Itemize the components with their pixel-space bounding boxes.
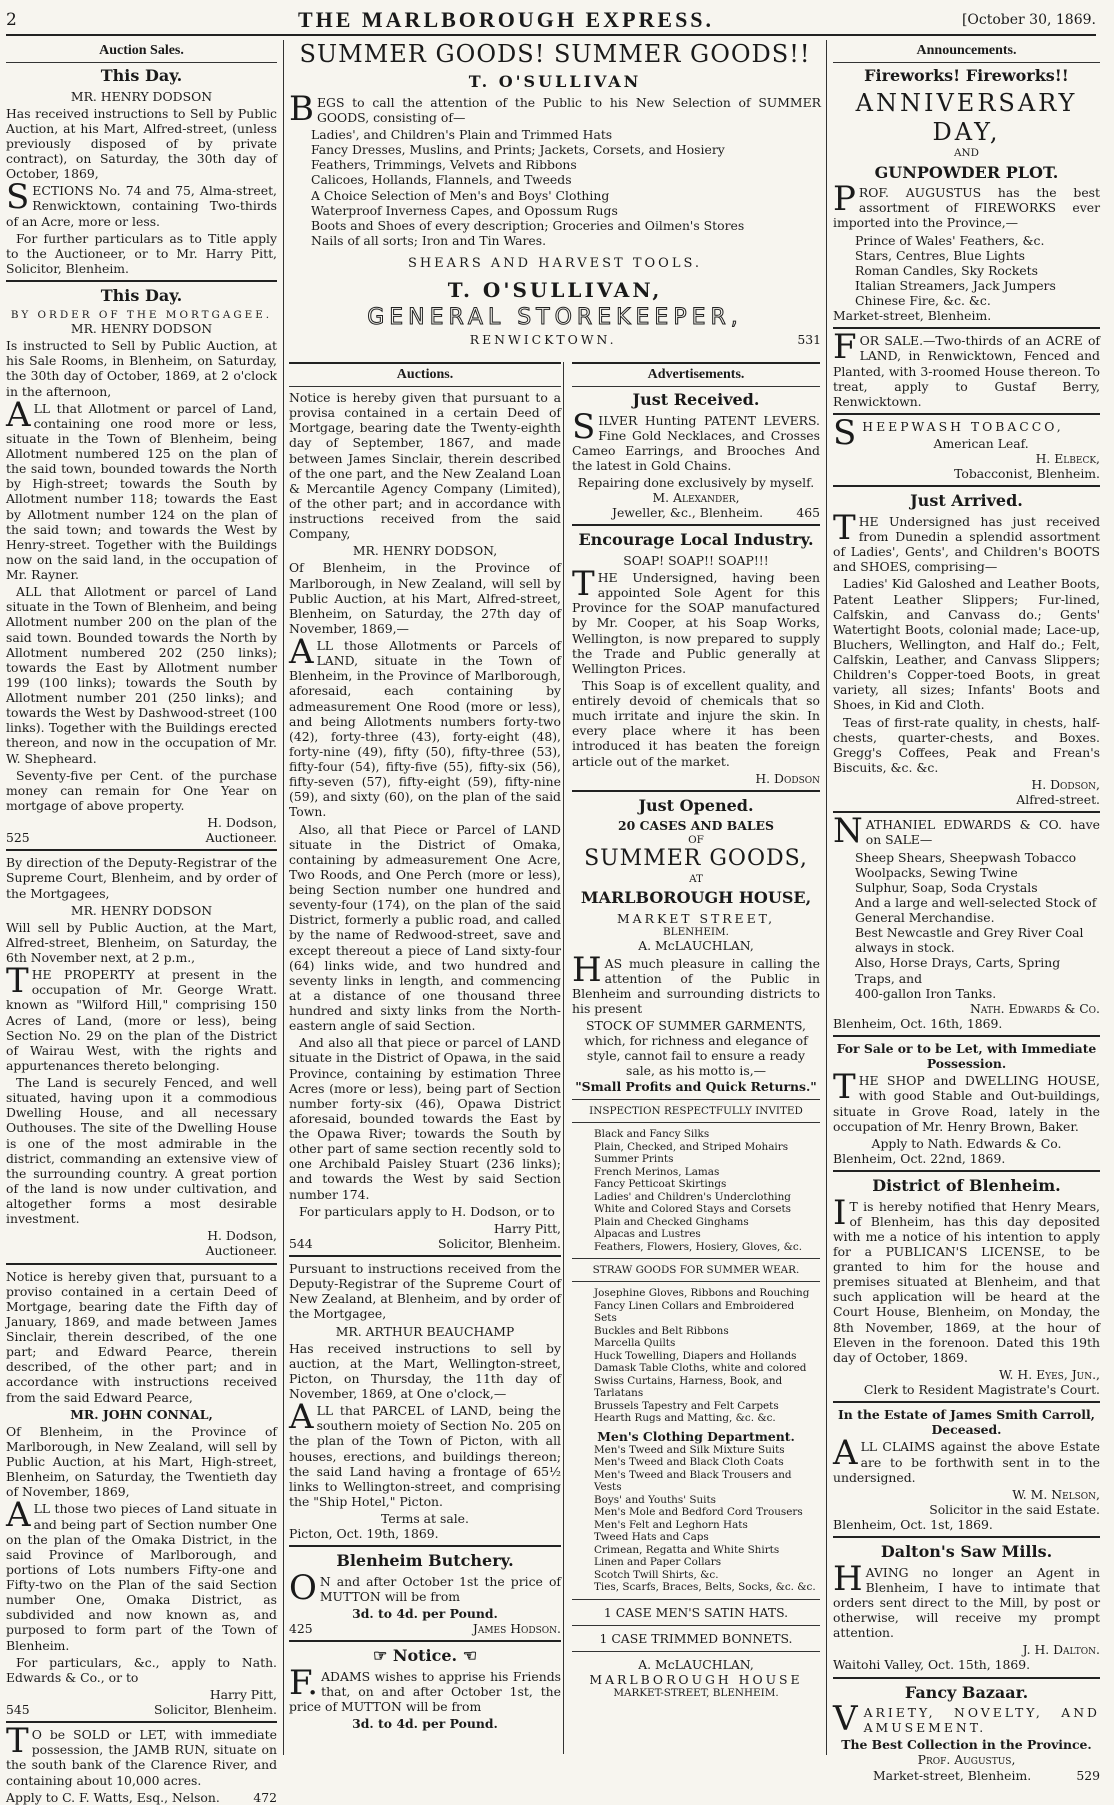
- list-item: Summer Prints: [594, 1153, 674, 1166]
- ad-date: Waitohi Valley, Oct. 15th, 1869.: [833, 1657, 1031, 1673]
- price-line: 3d. to 4d. per Pound.: [352, 1716, 498, 1732]
- masthead: [6, 6, 1096, 36]
- ad-signature: Harry Pitt,: [209, 1686, 277, 1702]
- list-item: Waterproof Inverness Capes, and Opossum Rugs: [311, 202, 618, 218]
- ad-subtitle: 20 CASES AND BALES: [618, 818, 774, 834]
- ad-text: American Leaf.: [933, 436, 1029, 451]
- ad-text: Pursuant to instructions received from the Deputy-Registrar of the Supreme Court of New Zealand, at Blenheim, and by order of the Mortgagee,: [289, 1261, 561, 1322]
- list-item: Josephine Gloves, Ribbons and Rouching: [594, 1287, 810, 1300]
- list-item: Fancy Petticoat Skirtings: [594, 1178, 727, 1191]
- list-item: Black and Fancy Silks: [594, 1128, 710, 1141]
- list-item: Huck Towelling, Diapers and Hollands: [594, 1349, 797, 1362]
- ad-connector: AND: [954, 147, 979, 160]
- ad-address: Market-street, Blenheim.: [833, 308, 992, 324]
- hand-pointer-icon: ☜: [457, 1646, 478, 1666]
- ad-text: Notice is hereby given that, pursuant to a proviso contained in a certain Deed of Mortgage, bearing date the Fifth day of January, 1869, and made between James Sinclair, therein described, of the one part; and Edward Pearce, therein described, of the other part; and in accordance with instructions received from the said Edward Pearce,: [6, 1268, 277, 1405]
- list-item: Feathers, Flowers, Hosiery, Gloves, &c.: [594, 1240, 803, 1253]
- list-item: Alpacas and Lustres: [594, 1228, 701, 1241]
- list-item: Plain, Checked, and Striped Mohairs: [594, 1140, 789, 1153]
- ad-text: ON and after October 1st the price of MUTTON will be from: [289, 1567, 561, 1608]
- ad-number: 529: [1076, 1767, 1100, 1783]
- ad-number: 525: [6, 830, 30, 846]
- ad-signature: Tobacconist, Blenheim.: [954, 466, 1100, 482]
- ad-contact: Apply to C. F. Watts, Esq., Nelson.: [6, 1789, 220, 1805]
- auctioneer-name: MR. HENRY DODSON: [70, 321, 213, 337]
- ad-text: ALL those two pieces of Land situate in and being part of Section number One on the plan of the Omaka District, in the said Province of Marlborough, and portions of Lots numbers Fifty-one and Fifty-two on the Plan of the said Section number One, Omaka District, as subdivided and now known as, and purposed to form part of the Town of Blenheim.: [6, 1495, 277, 1653]
- list-item: Tweed Hats and Caps: [594, 1531, 709, 1544]
- ad-text: HAVING no longer an Agent in Blenheim, I have to intimate that orders sent direct to the Mill, by post or otherwise, will receive my prompt attention.: [833, 1558, 1100, 1641]
- ad-text: Will sell by Public Auction, at the Mart, Alfred-street, Blenheim, on Saturday, the 6th November next, at 2 p.m.,: [6, 919, 277, 966]
- ad-headline: GUNPOWDER PLOT.: [874, 162, 1059, 182]
- ad-signature: Clerk to Resident Magistrate's Court.: [863, 1382, 1100, 1398]
- list-item: Ladies', and Children's Plain and Trimmed Hats: [311, 127, 613, 143]
- ad-text: FOR SALE.—Two-thirds of an ACRE of LAND, in Renwicktown, Fenced and Planted, with 3-roomed House thereon. To treat, apply to Gustaf Berry, Renwicktown.: [833, 327, 1100, 409]
- ad-signature: H. Dodson: [755, 770, 820, 786]
- column-announcements: [826, 40, 1100, 1783]
- ad-signature: M. Alexander,: [652, 490, 740, 506]
- ad-number: 472: [253, 1789, 277, 1805]
- ad-title: Just Opened.: [638, 795, 754, 815]
- ad-text: Repairing done exclusively by myself.: [577, 475, 815, 491]
- ad-number: 465: [796, 505, 820, 521]
- ad-text: ALL those Allotments or Parcels of LAND, situate in the Town of Blenheim, in the Province of Marlborough, aforesaid, each containing by admeasurement One Rood (more or less), and being Allotments numbers forty-two (42), forty-three (43), forty-eight (48), forty-nine (49), fifty (50), fifty-three (53), fifty-four (54), fifty-five (55), fifty-six (56), fifty-seven (57), fifty-eight (59), fifty-nine (59), and sixty (60), on the plan of the said Town.: [289, 632, 561, 820]
- list-item: Prince of Wales' Feathers, &c.: [855, 232, 1045, 248]
- list-item: Men's Tweed and Silk Mixture Suits: [594, 1443, 785, 1456]
- ad-title: Just Arrived.: [910, 491, 1023, 511]
- ad-title: This Day.: [100, 66, 183, 86]
- ad-signature: James Hodson.: [472, 1621, 561, 1637]
- section-heading: Announcements.: [833, 40, 1100, 63]
- ad-text: Notice is hereby given that pursuant to a provisa contained in a certain Deed of Mortgage, bearing date the Twenty-eighth day of September, 1867, and made between James Sinclair, therein described of the one part, and the New Zealand Loan & Mercantile Agency Company (Limited), of the other part; and in accordance with instructions received from the said Company,: [289, 390, 561, 542]
- list-item: Brussels Tapestry and Felt Carpets: [594, 1399, 779, 1412]
- ad-subtitle: INSPECTION RESPECTFULLY INVITED: [589, 1104, 803, 1117]
- ad-text: Seventy-five per Cent. of the purchase money can remain for One Year on mortgage of above property.: [6, 767, 277, 813]
- list-item: Ties, Scarfs, Braces, Belts, Socks, &c. &c.: [594, 1581, 816, 1594]
- list-item: Damask Table Cloths, white and colored: [594, 1362, 807, 1375]
- ad-headline: SUMMER GOODS,: [584, 845, 808, 871]
- list-item: Feathers, Trimmings, Velvets and Ribbons: [311, 157, 577, 173]
- ad-text: This Soap is of excellent quality, and entirely devoid of chemicals that so much irritate and injure the skin. In every place where it has been introduced it has beaten the foreign article out of the market.: [572, 677, 820, 769]
- ad-title: [289, 1646, 561, 1666]
- ad-subtitle: BY ORDER OF THE MORTGAGEE.: [10, 308, 273, 321]
- ad-text: BEGS to call the attention of the Public to his New Selection of SUMMER GOODS, consisting of—: [289, 88, 821, 129]
- list-item: Boots and Shoes of every description; Groceries and Oilmen's Stores: [311, 217, 745, 233]
- list-item: Stars, Centres, Blue Lights: [855, 247, 1026, 263]
- column-divider: [563, 362, 564, 1754]
- list-item: Calicoes, Hollands, Flannels, and Tweeds: [311, 172, 572, 188]
- goods-list: [572, 1128, 820, 1253]
- shears-line: SHEARS AND HARVEST TOOLS.: [407, 256, 703, 272]
- ad-text: Apply to Nath. Edwards & Co.: [871, 1135, 1062, 1151]
- ad-text: SHEEPWASH TOBACCO,: [833, 412, 1064, 453]
- ad-headline: SUMMER GOODS! SUMMER GOODS!!: [299, 40, 811, 68]
- ad-text: Of Blenheim, in the Province of Marlborough, in New Zealand, will sell by Public Auction, at his Mart, High-street, Blenheim, on Saturday, the Twentieth day of November, 1869,: [6, 1423, 277, 1500]
- ad-text: Teas of first-rate quality, in chests, half-chests, quarter-chests, and Boxes. Gregg's Coffees, Peak and Frean's Biscuits, &c. &c.: [833, 714, 1100, 775]
- merchant-name: T. O'SULLIVAN,: [447, 277, 663, 302]
- merchant-name: T. O'SULLIVAN: [468, 72, 642, 92]
- ad-signature: H. Elbeck,: [1035, 451, 1100, 467]
- ad-title: Fancy Bazaar.: [904, 1682, 1029, 1702]
- ad-title: Just Received.: [632, 390, 760, 410]
- ad-text: IT is hereby notified that Henry Mears, of Blenheim, has this day deposited with me a notice of his intention to apply for a PUBLICAN'S LICENSE, to be granted to him for the house and premises situated at Blenheim, and that such application will be heard at the Court House, Blenheim, on Monday, the 8th November, 1869, at the hour of Eleven in the forenoon. Dated this 19th day of October, 1869.: [833, 1192, 1100, 1365]
- goods-list: [289, 127, 821, 248]
- price-line: 3d. to 4d. per Pound.: [352, 1606, 498, 1622]
- column-advertisements: [566, 362, 820, 1755]
- ad-text: THE Undersigned, having been appointed Sole Agent for this Province for the SOAP manufactured by Mr. Cooper, at his Soap Works, Wellington, is now prepared to supply the Trade and Public generally at Wellington Prices.: [572, 564, 820, 676]
- merchant-name: A. McLAUCHLAN,: [638, 938, 754, 954]
- ad-signature: Harry Pitt,: [493, 1220, 561, 1236]
- list-item: Linen and Paper Collars: [594, 1556, 722, 1569]
- ad-title: For Sale or to be Let, with Immediate Possession.: [836, 1041, 1097, 1072]
- page-number: 2: [6, 10, 17, 30]
- ad-title: Fireworks! Fireworks!!: [864, 66, 1069, 86]
- auctioneer-name: MR. ARTHUR BEAUCHAMP: [335, 1323, 515, 1339]
- ad-title: Dalton's Saw Mills.: [880, 1542, 1053, 1562]
- ad-connector: AT: [689, 872, 703, 885]
- ad-text: THE SHOP and DWELLING HOUSE, with good Stable and Out-buildings, situate in Grove Road, lately in the occupation of Mr. Henry Brown, Baker.: [833, 1067, 1100, 1134]
- ad-signature: Solicitor, Blenheim.: [154, 1702, 277, 1718]
- ad-text: F.ADAMS wishes to apprise his Friends that, on and after October 1st, the price of MUTTON will be from: [289, 1662, 561, 1715]
- ad-text: PROF. AUGUSTUS has the best assortment of FIREWORKS ever imported into the Province,—: [833, 179, 1100, 231]
- ad-subtitle: SOAP! SOAP!! SOAP!!!: [623, 552, 769, 568]
- list-item: Fancy Linen Collars and Embroidered Sets: [594, 1299, 795, 1325]
- auctioneer-name: MR. HENRY DODSON: [70, 88, 213, 104]
- ad-text: Is instructed to Sell by Public Auction, at his Sale Rooms, in Blenheim, on Saturday, the 30th day of October, 1869, at 2 o'clock in the afternoon,: [6, 338, 277, 399]
- auctioneer-name: MR. JOHN CONNAL,: [70, 1406, 213, 1422]
- ad-signature: Alfred-street.: [1016, 792, 1100, 808]
- ad-place: Picton, Oct. 19th, 1869.: [289, 1526, 439, 1542]
- ad-text: Of Blenheim, in the Province of Marlborough, in New Zealand, will sell by Public Auction, at his Mart, Alfred-street, Blenheim, on Saturday, the 27th day of November, 1869,—: [289, 560, 561, 636]
- ad-date: Blenheim, Oct. 16th, 1869.: [833, 1015, 1003, 1031]
- ad-text: SECTIONS No. 74 and 75, Alma-street, Renwicktown, containing Two-thirds of an Acre, more or less.: [6, 177, 277, 229]
- ad-address: Market-street, Blenheim.: [873, 1767, 1032, 1783]
- ad-subtitle: 1 CASE MEN'S SATIN HATS.: [603, 1604, 789, 1620]
- ad-terms: Terms at sale.: [381, 1511, 469, 1527]
- ad-signature: H. Dodson,: [1031, 777, 1100, 793]
- store-street: MARKET STREET,: [616, 910, 776, 926]
- list-item: Fancy Dresses, Muslins, and Prints; Jackets, Corsets, and Hosiery: [311, 142, 725, 158]
- ad-text: ALL that PARCEL of LAND, being the southern moiety of Section No. 205 on the plan of the Town of Picton, with all houses, erections, and buildings thereon; the said Land having a frontage of 65½ links to Wellington-street, and comprising the "Ship Hotel," Picton.: [289, 1397, 561, 1509]
- list-item: French Merinos, Lamas: [594, 1165, 720, 1178]
- goods-list: [833, 233, 1100, 309]
- goods-list: [833, 850, 1100, 1001]
- ad-headline: ANNIVERSARY DAY,: [855, 88, 1078, 146]
- town-name: RENWICKTOWN.: [469, 332, 617, 348]
- auctioneer-name: MR. HENRY DODSON,: [352, 543, 498, 559]
- list-item: Crimean, Regatta and White Shirts: [594, 1543, 780, 1556]
- merchant-name: A. McLAUCHLAN,: [638, 1657, 754, 1672]
- section-heading: Auctions.: [289, 362, 561, 387]
- list-item: Roman Candles, Sky Rockets: [855, 262, 1038, 278]
- ad-text: THE PROPERTY at present in the occupation of Mr. George Wratt. known as "Wilford Hill," comprising 150 Acres of Land, (more or less), being Section No. 29 on the plan of the District of Wairau West, with the rights and appurtenances thereto belonging.: [6, 961, 277, 1073]
- list-item: Ladies' and Children's Underclothing: [594, 1190, 791, 1203]
- ad-text: Also, all that Piece or Parcel of LAND situate in the District of Omaka, containing by admeasurement One Acre, Two Roods, and One Perch (more or less), being Section number one hundred and seventy-four (174), on the plan of the said District, formerly a public road, and called by the name of Redwood-street, save and except thereout a piece of Land sixty-four (64) links wide, and two hundred and seventy links in length, and commencing at a distance of one thousand three hundred and sixty links from the North-eastern angle of said Section.: [289, 821, 561, 1034]
- list-item: Swiss Curtains, Harness, Book, and Tarlatans: [594, 1374, 783, 1400]
- list-item: Plain and Checked Ginghams: [594, 1215, 749, 1228]
- list-item: Boys' and Youths' Suits: [594, 1493, 716, 1506]
- store-town: BLENHEIM.: [663, 925, 729, 938]
- ad-text: TO be SOLD or LET, with immediate possession, the JAMB RUN, situate on the south bank of the Clarence River, and containing about 10,000 acres.: [6, 1721, 277, 1788]
- ad-number: 531: [797, 332, 821, 348]
- ad-text: VARIETY, NOVELTY, AND AMUSEMENT.: [833, 1699, 1100, 1740]
- list-item: 400-gallon Iron Tanks.: [855, 985, 997, 1001]
- ad-text: For further particulars as to Title apply to the Auctioneer, or to Mr. Harry Pitt, Solicitor, Blenheim.: [6, 230, 277, 276]
- ad-title: In the Estate of James Smith Carroll, Deceased.: [838, 1407, 1095, 1438]
- ad-text: ALL that Allotment or parcel of Land situate in the Town of Blenheim, and being Allotment number 200 on the plan of the said town. Bounded towards the North by Allotment numbered 202 (250 links); towards the East by Allotment number 199 (100 links); towards the South by Allotment number 201 (250 links); and towards the West by Dashwood-street (100 links). Together with the Buildings erected thereon, and now in the occupation of Mr. W. Shepheard.: [6, 584, 277, 766]
- ad-text: The Land is securely Fenced, and well situated, having upon it a commodious Dwelling House, and all necessary Outhouses. The site of the Dwelling House is one of the most admirable in the district, commanding an extensive view of the surrounding country. A great portion of the land is now under cultivation, and altogether forms a most desirable investment.: [6, 1075, 277, 1227]
- ad-signature: W. M. Nelson,: [1012, 1486, 1100, 1502]
- list-item: Men's Tweed and Black Trousers and Vests: [594, 1468, 792, 1494]
- store-address: MARKET-STREET, BLENHEIM.: [613, 1687, 779, 1700]
- list-item: Nails of all sorts; Iron and Tin Wares.: [311, 232, 547, 248]
- ad-title: Blenheim Butchery.: [336, 1551, 514, 1571]
- ad-signature: Auctioneer.: [205, 1243, 277, 1259]
- ad-signature: H. Dodson,: [207, 1228, 277, 1244]
- ad-text: ALL CLAIMS against the above Estate are to be forthwith sent in to the undersigned.: [833, 1433, 1100, 1485]
- hand-pointer-icon: ☞: [372, 1646, 393, 1666]
- list-item: White and Colored Stays and Corsets: [594, 1203, 792, 1216]
- list-item: Also, Horse Drays, Carts, Spring Traps, and: [855, 955, 1061, 986]
- ad-subtitle: 1 CASE TRIMMED BONNETS.: [599, 1630, 793, 1646]
- ad-signature: Prof. Augustus,: [917, 1752, 1016, 1768]
- ad-text: which, for richness and elegance of style, cannot fail to ensure a ready sale, as his motto is,—: [584, 1033, 808, 1079]
- ad-number: 545: [6, 1702, 30, 1718]
- ad-text: The Best Collection in the Province.: [841, 1737, 1092, 1753]
- issue-date: [October 30, 1869.: [961, 12, 1096, 28]
- ad-date: Blenheim, Oct. 22nd, 1869.: [833, 1150, 1006, 1166]
- section-heading: Auction Sales.: [6, 40, 277, 63]
- ad-number: 425: [289, 1621, 313, 1637]
- ad-signature: Solicitor in the said Estate.: [929, 1501, 1100, 1517]
- ad-subtitle: Men's Clothing Department.: [597, 1428, 795, 1444]
- ad-signature: W. H. Eyes, Jun.,: [998, 1366, 1100, 1382]
- list-item: Hearth Rugs and Matting, &c. &c.: [594, 1412, 776, 1425]
- ad-signature: Jeweller, &c., Blenheim.: [612, 505, 764, 521]
- ad-text: Has received instructions to Sell by Public Auction, at his Mart, Alfred-street, (unless previously disposed of by private contract), on Saturday, the 30th day of October, 1869,: [6, 105, 277, 182]
- ad-text: HAS much pleasure in calling the attention of the Public in Blenheim and surrounding districts to his present: [572, 949, 820, 1016]
- ad-text: Ladies' Kid Galoshed and Leather Boots, Patent Leather Slippers; Fur-lined, Calfskin, and Canvass do.; Gents' Watertight Boots, colonial made; Lace-up, Bluchers, Wellington, and Half do.; Felt, Calfskin, Leather, and Canvass Slippers; Children's Copper-toed Boots, in great variety, all sizes; Infants' Boots and Shoes, in Kid and Cloth.: [833, 576, 1100, 713]
- section-heading: Advertisements.: [572, 362, 820, 387]
- list-item: Marcella Quilts: [594, 1337, 676, 1350]
- ad-text: For particulars apply to H. Dodson, or to: [299, 1203, 555, 1219]
- ad-date: Blenheim, Oct. 1st, 1869.: [833, 1517, 993, 1533]
- list-item: Italian Streamers, Jack Jumpers: [855, 277, 1056, 293]
- store-name: MARLBOROUGH HOUSE,: [580, 888, 812, 908]
- list-item: Woolpacks, Sewing Twine: [855, 864, 1018, 880]
- ad-text: ALL that Allotment or parcel of Land, containing one rood more or less, situate in the Town of Blenheim, being Allotment numbered 125 on the plan of the said town, bounded towards the North by High-street; towards the South by Allotment number 118; towards the East by Allotment number 124 on the plan of the said town; and towards the West by Henry-street. Together with the Buildings now on the said land, in the occupation of Mr. Rayner.: [6, 394, 277, 583]
- auctioneer-name: MR. HENRY DODSON: [70, 902, 213, 918]
- ad-title: Encourage Local Industry.: [578, 530, 814, 550]
- ad-text: For particulars, &c., apply to Nath. Edwards & Co., or to: [6, 1654, 277, 1685]
- list-item: Best Newcastle and Grey River Coal always in stock.: [855, 925, 1084, 956]
- store-name: MARLBOROUGH HOUSE: [589, 1672, 803, 1688]
- ad-connector: OF: [688, 833, 704, 846]
- ad-signature: Auctioneer.: [205, 830, 277, 846]
- ad-subtitle: STRAW GOODS FOR SUMMER WEAR.: [592, 1264, 800, 1276]
- ad-signature: Nath. Edwards & Co.: [969, 1000, 1100, 1016]
- list-item: Men's Felt and Leghorn Hats: [594, 1518, 748, 1531]
- list-item: Sulphur, Soap, Soda Crystals: [855, 879, 1038, 895]
- ad-title: District of Blenheim.: [872, 1176, 1061, 1196]
- list-item: Chinese Fire, &c. &c.: [855, 293, 991, 308]
- ad-signature: J. H. Dalton.: [1022, 1642, 1100, 1658]
- ad-title-text: Notice.: [392, 1646, 458, 1666]
- ad-title: This Day.: [100, 286, 183, 306]
- column-auction-sales: [6, 40, 284, 1805]
- list-item: And a large and well-selected Stock of General Merchandise.: [855, 894, 1097, 926]
- list-item: Men's Tweed and Black Cloth Coats: [594, 1456, 784, 1469]
- ad-text: By direction of the Deputy-Registrar of the Supreme Court, Blenheim, and by order of the Mortgagees,: [6, 855, 277, 901]
- osullivan-advertisement: [289, 40, 821, 362]
- list-item: Men's Mole and Bedford Cord Trousers: [594, 1506, 803, 1519]
- column-auctions: [289, 362, 561, 1755]
- list-item: Scotch Twill Shirts, &c.: [594, 1568, 719, 1581]
- list-item: A Choice Selection of Men's and Boys' Clothing: [311, 187, 610, 203]
- newspaper-title: THE MARLBOROUGH EXPRESS.: [297, 7, 715, 32]
- ad-text: Has received instructions to sell by auction, at the Mart, Wellington-street, Picton, on Thursday, the 11th day of November, 1869, at One o'clock,—: [289, 1340, 561, 1402]
- ad-text: THE Undersigned has just received from Dunedin a splendid assortment of Ladies', Gents', and Children's BOOTS and SHOES, comprising—: [833, 507, 1100, 575]
- ad-text: And also all that piece or parcel of LAND situate in the District of Opawa, in the said Province, containing by estimation Three Acres (more or less), being part of Section number forty-six (46), Opawa District aforesaid, bounded towards the East by the Opawa River; towards the South by other part of same section recently sold to one Archibald Paisley Stuart (236 links); and towards the West by said Section number 174.: [289, 1035, 561, 1202]
- ad-text: SILVER Hunting PATENT LEVERS. Fine Gold Necklaces, and Crosses Cameo Earrings, and Brooches And the latest in Gold Chains.: [572, 406, 820, 473]
- trade-title: GENERAL STOREKEEPER,: [367, 305, 743, 331]
- list-item: Sheep Shears, Sheepwash Tobacco: [855, 849, 1077, 865]
- goods-list: [572, 1287, 820, 1424]
- ad-subtitle: STOCK OF SUMMER GARMENTS,: [586, 1018, 806, 1034]
- list-item: Buckles and Belt Ribbons: [594, 1324, 729, 1337]
- ad-text: NATHANIEL EDWARDS & CO. have on SALE—: [833, 811, 1100, 852]
- ad-motto: "Small Profits and Quick Returns.": [575, 1078, 817, 1094]
- ad-number: 544: [289, 1235, 313, 1251]
- ad-signature: H. Dodson,: [207, 815, 277, 831]
- goods-list: [572, 1444, 820, 1594]
- ad-signature: Solicitor, Blenheim.: [438, 1235, 561, 1251]
